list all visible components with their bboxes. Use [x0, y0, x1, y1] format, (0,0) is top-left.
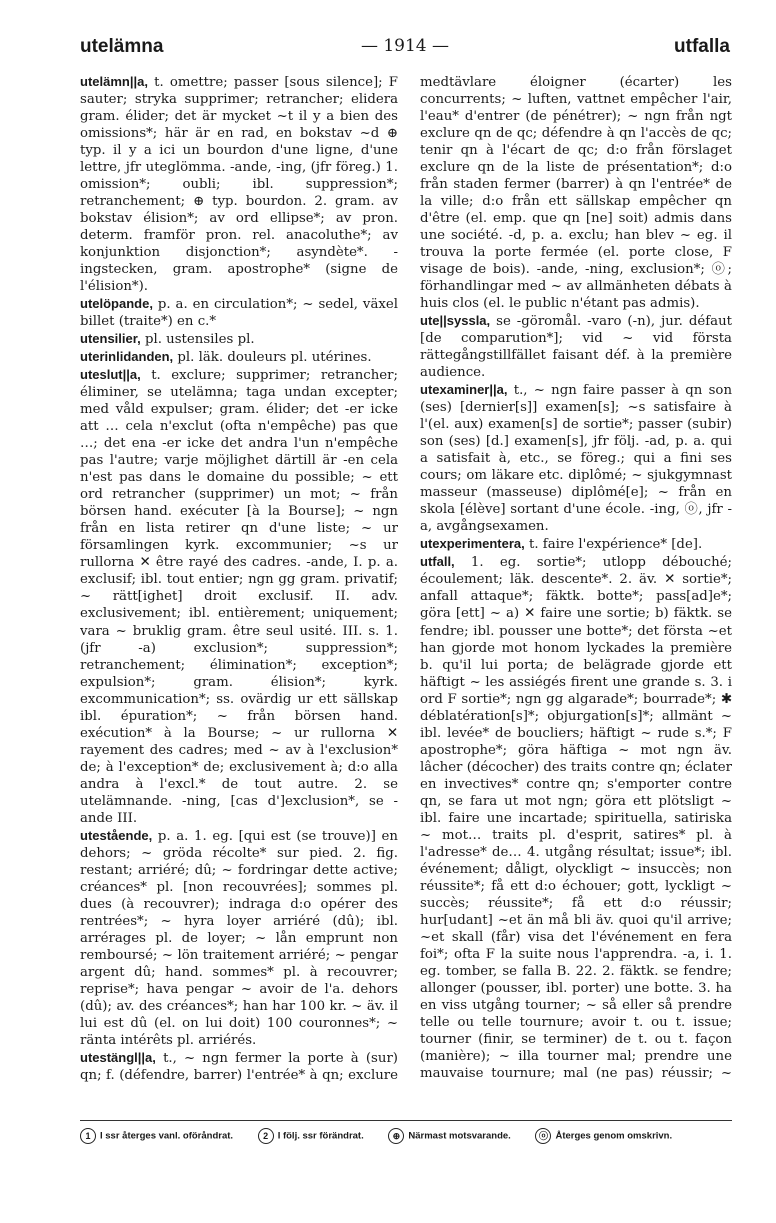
- entry-headword: utelämn||a,: [80, 74, 148, 89]
- page-header: [80, 36, 730, 66]
- dictionary-entry: [80, 1050, 398, 1084]
- entry-body: p. a. en circulation*; ~ sedel, växel billet (traite*) en c.*: [80, 297, 398, 330]
- entry-body: t. exclure; supprimer; retrancher; éliminer, se utelämna; taga undan excepter; med våld expulser; gram. élider; det -er icke att … cela n'exclut (ofta n'empêche) pas que …; det ena -er icke det andra l'un n'empêche pas l'autre; varje möjlighet därtill är -en cela n'est pas dans le domaine du possible; ~ ett ord retrancher (supprimer) un mot; ~ från börsen hand. exécuter [à la Bourse]; ~ ngn från en lista retirer qn d'une liste; ~ ur församlingen kyrk. excommunier; ~s ur rullorna ✕ être rayé des cadres. -ande, I. p. a. exclusif; ibl. tout entier; ngn gg gram. privatif; ~ rätt[ighet] droit exclusif. II. adv. exclusivement; ibl. entièrement; uniquement; vara ~ bruklig gram. être seul usité. III. s. 1. (jfr -a) exclusion*; suppression*; retranchement; élimination*; exception*; expulsion*; gram. élision*; kyrk. excommunication*; ss. ovärdig ur ett sällskap ibl. épuration*; ~ från börsen hand. exécution* à la Bourse; ~ ur rullorna ✕ rayement des cadres; med ~ av à l'exclusion* de; à l'exception* de; exclusivement à; d:o alla andra à l'excl.* de tout autre. 2. se utelämnande. -ning, [cas d']exclusion*, se -ande III.: [80, 368, 398, 826]
- entry-body: t., ~ ngn fermer la porte à (sur) qn; f. (défendre, barrer) l'entrée* à qn; exclure: [80, 1050, 398, 1083]
- entry-headword: utestängl||a,: [80, 1049, 156, 1065]
- footnote-text: I ssr återges vanl. oföråndrat.: [100, 1130, 234, 1142]
- dictionary-entry: [80, 349, 398, 366]
- dictionary-entry: [420, 74, 732, 312]
- left-column: [80, 74, 398, 1084]
- circled-number-icon: 2: [258, 1128, 274, 1144]
- entry-body: p. a. 1. eg. [qui est (se trouve)] en dehors; ~ gröda récolte* sur pied. 2. fig. restant; arriéré; dû; ~ fordringar dette active; créances* pl. [non recouvrées]; sommes pl. dues (à recouvrer); indraga d:o opérer des rentrées*; ~ hyra loyer arriéré (dû); ibl. arrérages pl. de loyer; ~ lån emprunt non remboursé; ~ lön traitement arriéré; ~ pengar argent dû; hand. sommes* pl. à recouvrer; reprise*; hava pengar ~ avoir de l'a. dehors (dû); av. des créances*; han har 100 kr. ~ äv. il lui est dû (el. on lui doit) 100 couronnes*; ~ ränta intérêts pl. arriérés.: [80, 828, 398, 1048]
- footnote-text: Närmast motsvarande.: [408, 1130, 511, 1142]
- entry-headword: utfall,: [420, 554, 455, 570]
- running-headword-left: utelämna: [80, 36, 164, 57]
- entry-headword: utexperimentera,: [420, 536, 525, 552]
- entry-body: se -göromål. -varo (-n), jur. défaut [de comparution*]; vid ~ vid första rättegångstillfället faisant déf. à la première audience.: [420, 314, 732, 381]
- entry-body: t., ~ ngn faire passer à qn son (ses) [dernier[s]] examen[s]; ~s satisfaire à l'(el. aux) examen[s] de sortie*; passer (subir) son (ses) [d.] examen[s], jfr följ. -ad, p. a. qui a satisfait à, etc., se föreg.; qui a fini ses cours; om läkare etc. diplômé; ~ sjukgymnast masseur (masseuse) diplômé[e]; ~ från en skola [élève] sortant d'une école. -ing, ⓞ, jfr -a, avgångsexamen.: [420, 383, 732, 535]
- running-headword-right: utfalla: [674, 36, 730, 57]
- footnote-text: Återges genom omskrivn.: [555, 1130, 673, 1142]
- dictionary-entry: [80, 367, 398, 826]
- dictionary-entry: [80, 331, 398, 348]
- entry-headword: utexaminer||a,: [420, 382, 508, 398]
- dictionary-entry: [420, 313, 732, 381]
- footnote-legend: [80, 1128, 740, 1144]
- entry-headword: uterinlidanden,: [80, 349, 174, 365]
- circled-o-icon: ⓞ: [535, 1128, 551, 1144]
- entry-headword: utensilier,: [80, 331, 141, 347]
- dictionary-entry: [80, 296, 398, 330]
- entry-body: t. faire l'expérience* [de].: [529, 537, 703, 553]
- footnote-item: [388, 1128, 510, 1144]
- page-number: — 1914 —: [360, 36, 450, 56]
- dictionary-entry: [80, 828, 398, 1049]
- entry-body: 1. eg. sortie*; utlopp débouché; écoulement; läk. descente*. 2. äv. ✕ sortie*; anfall attaque*; fäktk. botte*; pass[ad]e*; göra [ett] ~ a) ✕ faire une sortie; b) fäktk. se fendre; ibl. pousser une botte*; det första ~et han gjorde mot honom lyckades la première b. qu'il lui porta; de belägrade gjorde ett häftigt ~ les assiégés firent une grande s. 3. i ord F sortie*; ngn gg algarade*; bourrade*; ✱ déblatération[s]*; objurgation[s]*; allmänt ~ ibl. levée* de boucliers; häftigt ~ rude s.*; F apostrophe*; göra häftiga ~ mot ngn äv. lâcher (décocher) des traits contre qn; éclater en invectives* contre qn; s'emporter contre qn, se fara ut mot ngn; göra ett plötsligt ~ ibl. faire une incartade; spirituella, satiriska ~ mot… traits pl. d'esprit, satires* pl. à l'adresse* de… 4. utgång résultat; issue*; ibl. événement; dåligt, olyckligt ~ insuccès; non réussite*; få ett d:o échouer; gott, lyckligt ~ succès; réussite*; få ett d:o réussir; hur[udant] ~et än må bli äv. quoi qu'il arrive; ~et skall (får) visa det l'événement en fera foi*; ofta F la suite nous l'apprendra. -a, i. 1. eg. tomber, se falla B. 22. 2. fäktk. se fendre; allonger (pousser, ibl. porter) une botte. 3. ha en viss utgång tourner; ~ så eller så prendre telle ou telle tournure; avoir t. ou t. issue; tourner (finir, se terminer) de t. ou t. façon (manière); ~ illa tourner mal; prendre une mauvaise tournure; mal (ne pas) réussir; ~: [420, 555, 732, 1081]
- footnote-item: [535, 1128, 672, 1144]
- dictionary-entry: [420, 536, 732, 553]
- entry-body: medtävlare éloigner (écarter) les concurrents; ~ luften, vattnet empêcher l'air, l'eau* d'entrer (de pénétrer); ~ ngn från ngt exclure qn de qc; défendre à qn l'accès de qc; tenir qn à l'écart de qc; d:o från förslaget exclure qn de la liste de présentation*; d:o från staden fermer (barrer) à qn l'entrée* de la ville; d:o från ett sällskap empêcher qn d'être (el. emp. que qn [ne] soit) admis dans une société. -d, p. a. exclu; han blev ~ eg. il trouva la porte fermée (el. porte close, F visage de bois). -ande, -ning, exclusion*; ⓞ; förhandlingar med ~ av allmänheten débats à huis clos (el. le public n'étant pas admis).: [420, 75, 732, 312]
- circled-symbol-icon: ⊕: [388, 1128, 404, 1144]
- entry-headword: ute||syssla,: [420, 313, 491, 329]
- circled-number-icon: 1: [80, 1128, 96, 1144]
- footnote-text: I följ. ssr förändrat.: [277, 1130, 364, 1142]
- entry-body: pl. ustensiles pl.: [144, 332, 255, 348]
- entry-headword: utestående,: [80, 827, 153, 843]
- entry-body: t. omettre; passer [sous silence]; F sauter; stryka supprimer; retrancher; elidera gram. élider; det är mycket ~t il y a bien des omissions*; här är en rad, en bokstav ~d ⊕ typ. il y a ici un bourdon d'une ligne, d'une lettre, jfr uteglömma. -ande, -ing, (jfr föreg.) 1. omission*; oubli; ibl. suppression*; retranchement; ⊕ typ. bourdon. 2. gram. av bokstav élision*; av ord ellipse*; av pron. determ. framför pron. rel. anacoluthe*; av konjunktion disjonction*; asyndète*. -ingstecken, gram. apostrophe* (signe de l'élision*).: [80, 75, 398, 295]
- entry-headword: utelöpande,: [80, 296, 153, 312]
- dictionary-entry: [420, 382, 732, 535]
- footnote-item: [258, 1128, 364, 1144]
- footnote-item: [80, 1128, 233, 1144]
- right-column: [420, 74, 732, 1084]
- dictionary-entry: [420, 554, 732, 1084]
- footnote-divider: [80, 1120, 732, 1121]
- entry-headword: uteslut||a,: [80, 367, 141, 383]
- entry-body: pl. läk. douleurs pl. utérines.: [177, 350, 372, 366]
- dictionary-entry: [80, 74, 398, 295]
